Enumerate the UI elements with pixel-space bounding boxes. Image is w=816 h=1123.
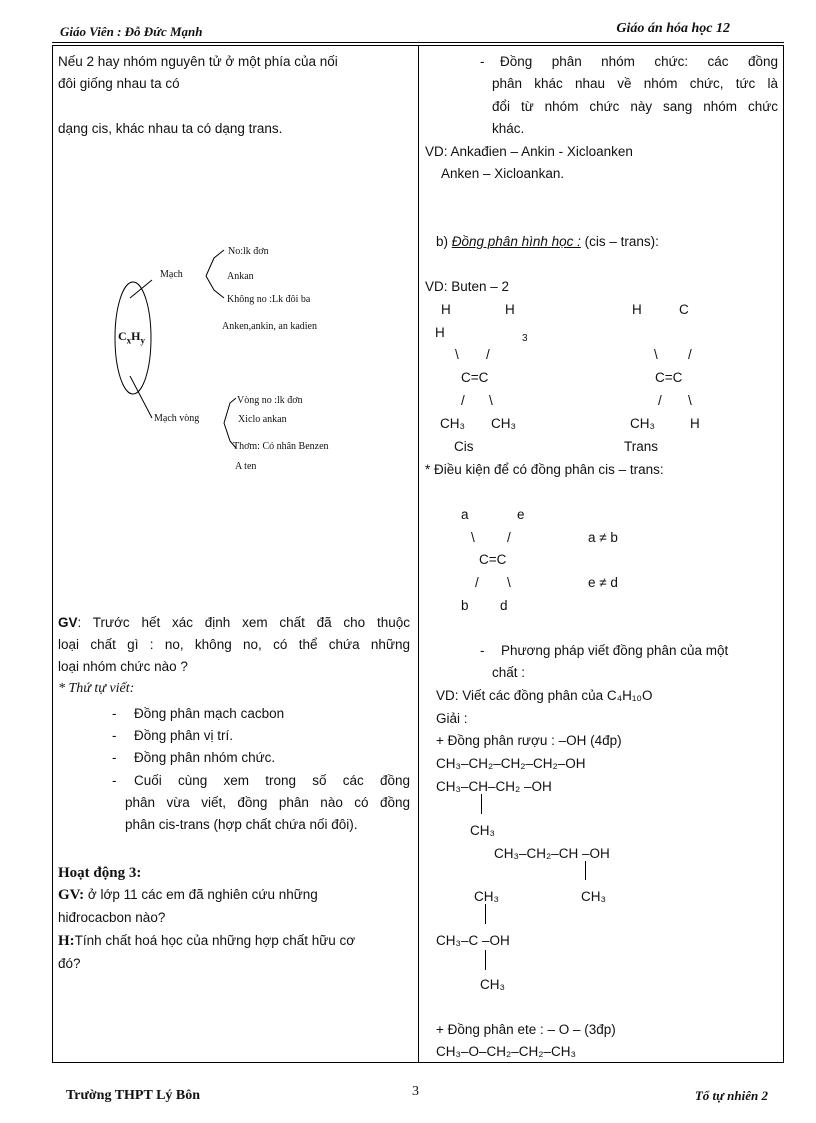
formula-2-bond [481, 794, 482, 814]
order-dash-2: - [112, 728, 117, 743]
ether-isomers: + Đồng phân ete : – O – (3đp) [436, 1022, 616, 1037]
gen-bond-fwd2: / [475, 575, 479, 590]
method-dash: - [480, 643, 485, 658]
trans-c: C [679, 302, 689, 317]
cis-bond-fwd: / [486, 347, 490, 362]
vd2: VD: Buten – 2 [425, 279, 510, 294]
trans-ch3: CH₃ [630, 416, 655, 431]
method-line2: chất : [492, 665, 526, 680]
gv2-text1: ở lớp 11 các em đã nghiên cứu những [84, 887, 318, 902]
gen-d: d [500, 598, 508, 613]
formula-3-ch3-b: CH₃ [581, 889, 606, 904]
arrow-to-khongno [206, 276, 224, 298]
alcohol-isomers: + Đồng phân rượu : –OH (4đp) [436, 733, 622, 748]
gen-bond-back2: \ [507, 575, 511, 590]
geometric-isomer-heading [436, 231, 659, 253]
diagram-xicloankan: Xiclo ankan [238, 414, 287, 425]
trans-bond-fwd: / [688, 347, 692, 362]
cis-bond-back2: \ [489, 393, 493, 408]
r1-dash: - [480, 54, 485, 69]
gen-e: e [517, 507, 525, 522]
cis-double-bond: C=C [461, 370, 489, 385]
formula-2: CH₃–CH–CH₂ –OH [436, 779, 552, 794]
gen-bond-back: \ [471, 530, 475, 545]
trans-label: Trans [624, 439, 659, 454]
order-dash-3: - [112, 750, 117, 765]
formula-3-ch3-a: CH₃ [474, 889, 499, 904]
b-title: Đồng phân hình học : [451, 234, 581, 249]
order-dash-1: - [112, 706, 117, 721]
diagram-aten: A ten [235, 461, 257, 472]
formula-4-bond-bottom [485, 950, 486, 970]
school-name: Trường THPT Lý Bôn [66, 1088, 201, 1103]
gv2-line1 [58, 884, 318, 906]
left-p1-line2: đôi giống nhau ta có [58, 76, 180, 91]
diagram-machvong: Mạch vòng [154, 413, 200, 424]
order-item-1: Đồng phân mạch cacbon [134, 706, 285, 721]
b-prefix: b) [436, 234, 452, 249]
left-p2: dạng cis, khác nhau ta có dạng trans. [58, 121, 283, 136]
vd1: VD: Ankađien – Ankin - Xicloanken [425, 144, 633, 159]
gv1-text1: : Trước hết xác định xem chất đã cho thuộc [77, 615, 410, 630]
order-dash-4: - [112, 773, 117, 788]
gv1-label: GV [58, 615, 78, 630]
diagram-center-formula: $C_xH_y$ [118, 329, 146, 346]
order-item-4-line1: Cuối cùng xem trong số các đồng [134, 773, 410, 788]
gv1-line3: loại nhóm chức nào ? [58, 659, 188, 674]
gv2-line2: hiđrocacbon nào? [58, 910, 166, 925]
order-item-3: Đồng phân nhóm chức. [134, 750, 276, 765]
gen-a: a [461, 507, 469, 522]
cis-sub3: 3 [522, 333, 528, 344]
gen-cond-2: e ≠ d [588, 575, 618, 590]
diagram-khongno: Không no :Lk đôi ba [227, 294, 311, 305]
diagram-anken: Anken,ankin, an kadien [222, 321, 317, 332]
arrow-to-machvong [130, 376, 152, 418]
solution-label: Giải : [436, 711, 468, 726]
column-divider [418, 45, 419, 1063]
r1-line3: đổi từ nhóm chức này sang nhóm chức [492, 99, 778, 114]
formula-3-bond [585, 861, 586, 880]
formula-5: CH₃–O–CH₂–CH₂–CH₃ [436, 1044, 577, 1059]
gen-b: b [461, 598, 469, 613]
diagram-mach: Mạch [160, 269, 183, 280]
trans-bond-back: \ [654, 347, 658, 362]
formula-1: CH₃–CH₂–CH₂–CH₂–OH [436, 756, 586, 771]
diagram-no: No:lk đơn [228, 246, 269, 257]
diagram-ankan: Ankan [227, 271, 254, 282]
cis-h2: H [505, 302, 515, 317]
gen-cond-1: a ≠ b [588, 530, 618, 545]
order-item-4-line2: phân vừa viết, đồng phân nào có đồng [125, 795, 410, 810]
trans-bond-fwd2: / [658, 393, 662, 408]
diagram-thom: Thơm: Có nhân Benzen [233, 441, 329, 452]
trans-h2: H [690, 416, 700, 431]
h-line2: đó? [58, 956, 81, 971]
gv1-line2: loại chất gì : no, không no, có thể chứa những [58, 637, 410, 652]
cis-ch3-b: CH₃ [491, 416, 516, 431]
gv1-line1 [58, 612, 410, 634]
cis-ch3-a: CH₃ [440, 416, 465, 431]
group-name: Tổ tự nhiên 2 [694, 1088, 768, 1103]
arrow-to-vongno [224, 398, 236, 423]
cis-bond-back: \ [455, 347, 459, 362]
r1-line2: phân khác nhau về nhóm chức, tức là [492, 76, 778, 91]
document-title: Giáo án hóa học 12 [616, 21, 730, 36]
h-line1 [58, 930, 355, 952]
order-item-2: Đồng phân vị trí. [134, 728, 234, 743]
header-rule [52, 42, 784, 43]
r1-line1: Đồng phân nhóm chức: các đồng [500, 54, 778, 69]
cis-trans-condition: * Điều kiện để có đồng phân cis – trans: [425, 462, 664, 477]
cis-label: Cis [454, 439, 474, 454]
diagram-vongno: Vòng no :lk đơn [237, 395, 303, 406]
trans-h1: H [632, 302, 642, 317]
gen-bond-fwd: / [507, 530, 511, 545]
r1-line4: khác. [492, 121, 525, 136]
formula-4: CH₃–C –OH [436, 933, 510, 948]
activity-3-title: Hoạt động 3: [58, 865, 142, 881]
page-number: 3 [412, 1084, 419, 1099]
h-label: H: [58, 933, 75, 949]
order-title: * Thứ tự viết: [58, 681, 135, 696]
vd3: VD: Viết các đồng phân của C₄H₁₀O [436, 688, 653, 703]
gen-double-bond: C=C [479, 552, 507, 567]
order-item-4-line3: phân cis-trans (hợp chất chứa nối đôi). [125, 817, 358, 832]
cis-h3: H [435, 325, 445, 340]
h-text1: Tính chất hoá học của những hợp chất hữu cơ [74, 933, 356, 948]
cis-bond-fwd2: / [461, 393, 465, 408]
gv2-label: GV: [58, 887, 85, 903]
cis-h1: H [441, 302, 451, 317]
teacher-name: Giáo Viên : Đỗ Đức Mạnh [60, 24, 203, 39]
trans-bond-back2: \ [688, 393, 692, 408]
method-line1: Phương pháp viết đồng phân của một [501, 643, 729, 658]
formula-4-bond-top [485, 904, 486, 924]
arrow-to-mach [130, 280, 152, 298]
formula-3: CH₃–CH₂–CH –OH [494, 846, 610, 861]
arrow-to-no [206, 250, 224, 276]
formula-4-branch: CH₃ [480, 977, 505, 992]
left-p1-line1: Nếu 2 hay nhóm nguyên tử ở một phía của nối [58, 54, 338, 69]
b-suffix: (cis – trans): [580, 234, 659, 249]
trans-double-bond: C=C [655, 370, 683, 385]
formula-2-branch: CH₃ [470, 823, 495, 838]
vd1b: Anken – Xicloankan. [441, 166, 565, 181]
